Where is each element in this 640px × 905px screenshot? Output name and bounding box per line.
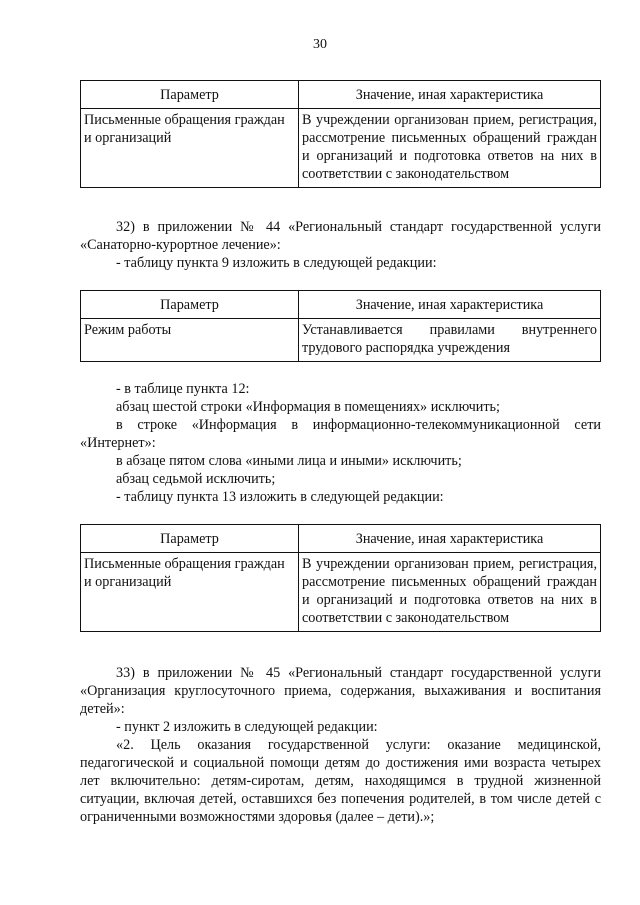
paragraph-33-sub: - пункт 2 изложить в следующей редакции: [116,719,378,735]
row-param: Письменные обращения граждан и организаций [81,553,299,632]
list-block [80,380,601,506]
header-value: Значение, иная характеристика [299,81,601,109]
paragraph-33-quote: «2. Цель оказания государственной услуги: оказание медицинской, педагогической и социальной помощи детям до достижения ими возраста четырех лет включительно: детям-сиротам, детям, находящимся в трудной жизненной ситуации, включая детей, оставшихся без попечения родителей, в том числе детей с ограниченными возможностями здоровья (далее – дети).»; [80,737,601,825]
table-header-row [81,525,601,553]
row-param: Письменные обращения граждан и организаций [81,109,299,188]
row-value: В учреждении организован прием, регистрация, рассмотрение письменных обращений граждан и организаций и подготовка ответов на них в соответствии с законодательством [299,553,601,632]
table-header-row [81,291,601,319]
table-1 [80,80,601,188]
header-param: Параметр [81,291,299,319]
table-row [81,319,601,362]
header-param: Параметр [81,81,299,109]
list-item: - таблицу пункта 13 изложить в следующей редакции: [116,489,444,505]
row-param: Режим работы [81,319,299,362]
header-param: Параметр [81,525,299,553]
header-value: Значение, иная характеристика [299,291,601,319]
paragraph-33-block [80,664,601,826]
table-2 [80,290,601,362]
list-item: абзац шестой строки «Информация в помещениях» исключить; [116,399,500,415]
row-value: Устанавливается правилами внутреннего трудового распорядка учреждения [299,319,601,362]
paragraph-32: 32) в приложении № 44 «Региональный стандарт государственной услуги «Санаторно-курортное лечение»: [80,219,601,253]
table-header-row [81,81,601,109]
table-row [81,109,601,188]
table-3 [80,524,601,632]
header-value: Значение, иная характеристика [299,525,601,553]
row-value: В учреждении организован прием, регистрация, рассмотрение письменных обращений граждан и организаций и подготовка ответов на них в соответствии с законодательством [299,109,601,188]
list-item: в абзаце пятом слова «иными лица и иными» исключить; [116,453,462,469]
table-row [81,553,601,632]
paragraph-32-block [80,218,601,272]
paragraph-33: 33) в приложении № 45 «Региональный стандарт государственной услуги «Организация круглосуточного приема, содержания, выхаживания и воспитания детей»: [80,665,601,717]
list-item: - в таблице пункта 12: [116,381,250,397]
list-item: абзац седьмой исключить; [116,471,276,487]
page-number: 30 [313,37,327,52]
list-item: в строке «Информация в информационно-телекоммуникационной сети «Интернет»: [80,417,601,451]
paragraph-32-sub: - таблицу пункта 9 изложить в следующей редакции: [116,255,437,271]
